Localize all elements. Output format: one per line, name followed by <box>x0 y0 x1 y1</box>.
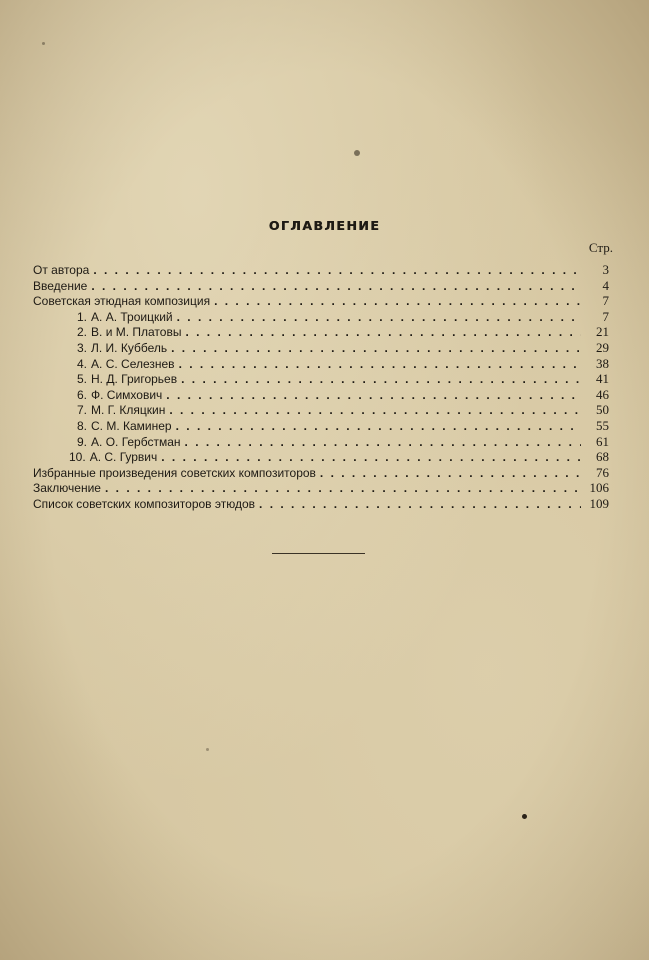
toc-entry <box>33 340 609 356</box>
toc-entry-page: 4 <box>602 277 609 293</box>
dot-leader <box>320 466 581 482</box>
toc-entry-title: 5. Н. Д. Григорьев <box>77 372 178 387</box>
toc-entry-number: 6. <box>77 387 88 402</box>
ink-spot <box>206 748 209 751</box>
toc-entry-page: 3 <box>602 262 609 277</box>
dot-leader <box>166 388 581 404</box>
dot-leader <box>181 372 581 388</box>
toc-entry <box>33 496 609 512</box>
toc-entry <box>33 278 609 294</box>
toc-entry <box>33 324 609 340</box>
dot-leader <box>185 325 581 341</box>
toc-entry-title: Список советских композиторов этюдов <box>33 496 256 511</box>
toc-entry-title: От автора <box>33 263 90 277</box>
toc-entry-title: 4. А. С. Селезнев <box>77 356 175 371</box>
toc-entry-number: 3. <box>77 340 88 355</box>
toc-entry-page: 106 <box>589 480 609 496</box>
toc-entry-page: 29 <box>596 339 609 355</box>
table-of-contents <box>33 262 609 512</box>
dot-leader <box>177 310 581 326</box>
toc-entry-title: Заключение <box>33 481 101 496</box>
toc-entry-title: 10. А. С. Гурвич <box>69 450 158 465</box>
toc-entry <box>33 387 609 403</box>
toc-entry <box>33 293 609 309</box>
toc-entry <box>33 371 609 387</box>
ink-spot <box>354 150 360 156</box>
dot-leader <box>91 279 581 295</box>
toc-entry-page: 50 <box>596 402 609 418</box>
toc-entry-title: 2. В. и М. Платовы <box>77 325 182 340</box>
toc-entry <box>33 402 609 418</box>
section-divider <box>272 553 365 554</box>
toc-entry <box>33 262 609 278</box>
toc-entry-page: 21 <box>596 324 609 340</box>
toc-entry-number: 5. <box>77 372 88 387</box>
toc-entry-title: 8. С. М. Каминер <box>77 418 172 433</box>
toc-entry-title: Введение <box>33 278 88 293</box>
toc-entry-title: Советская этюдная композиция <box>33 294 211 309</box>
toc-entry-number: 8. <box>77 418 88 433</box>
toc-entry <box>33 465 609 481</box>
toc-entry <box>33 434 609 450</box>
ink-spot <box>42 42 45 45</box>
toc-entry <box>33 309 609 325</box>
toc-entry-page: 7 <box>602 293 609 309</box>
dot-leader <box>259 497 581 513</box>
dot-leader <box>105 481 581 497</box>
toc-entry <box>33 356 609 372</box>
ink-spot <box>522 814 527 819</box>
toc-entry-title: 1. А. А. Троицкий <box>77 309 173 324</box>
dot-leader <box>185 435 581 451</box>
dot-leader <box>176 419 581 435</box>
toc-entry-page: 55 <box>596 417 609 433</box>
dot-leader <box>161 450 581 466</box>
toc-entry <box>33 480 609 496</box>
toc-entry-title: 9. А. О. Гербстман <box>77 434 181 449</box>
toc-entry-number: 1. <box>77 309 88 324</box>
toc-entry <box>33 418 609 434</box>
dot-leader <box>171 341 581 357</box>
page-column-label: Стр. <box>588 240 613 255</box>
toc-entry-page: 76 <box>596 464 609 480</box>
toc-entry-title: 6. Ф. Симхович <box>77 387 163 402</box>
toc-entry-page: 7 <box>602 308 609 324</box>
dot-leader <box>179 357 581 373</box>
toc-entry-title: 3. Л. И. Куббель <box>77 340 168 355</box>
dot-leader <box>93 263 581 279</box>
toc-entry-page: 68 <box>596 449 609 465</box>
toc-entry-page: 46 <box>596 386 609 402</box>
toc-entry-title: 7. М. Г. Кляцкин <box>77 403 166 418</box>
toc-entry-page: 61 <box>596 433 609 449</box>
dot-leader <box>214 294 581 310</box>
toc-entry-number: 2. <box>77 325 88 340</box>
dot-leader <box>169 403 581 419</box>
toc-entry-number: 4. <box>77 356 88 371</box>
toc-entry-title: Избранные произведения советских композиторов <box>33 465 316 480</box>
toc-entry-number: 9. <box>77 434 88 449</box>
contents-heading: ОГЛАВЛЕНИЕ <box>268 218 381 233</box>
toc-entry-page: 41 <box>596 371 609 387</box>
toc-entry-page: 38 <box>596 355 609 371</box>
toc-entry-number: 10. <box>69 450 86 465</box>
toc-entry <box>33 449 609 465</box>
toc-entry-page: 109 <box>589 495 609 511</box>
toc-entry-number: 7. <box>77 403 88 418</box>
